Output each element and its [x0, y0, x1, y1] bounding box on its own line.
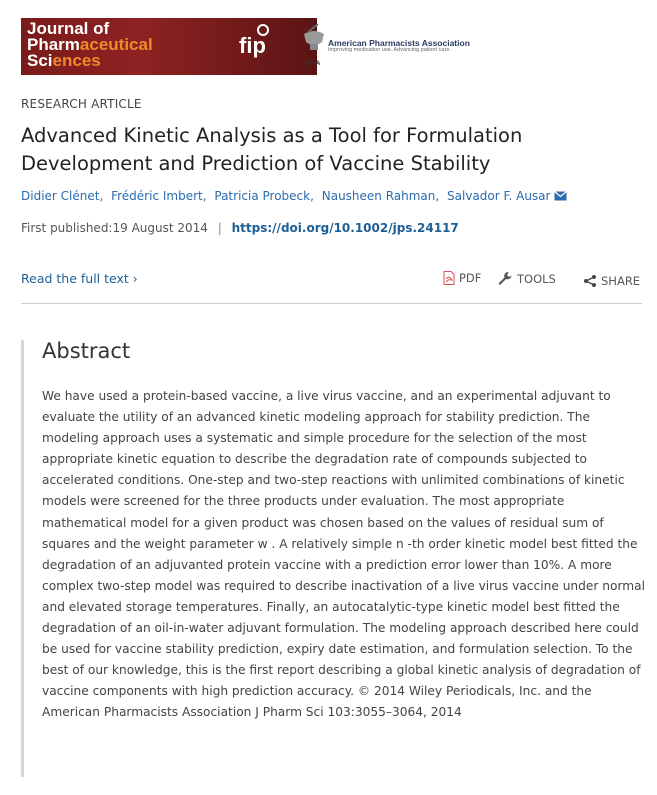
first-published-label: First published: — [21, 221, 113, 235]
author-link[interactable]: Patricia Probeck, — [214, 189, 314, 203]
divider — [21, 303, 642, 304]
author-link[interactable]: Didier Clénet, — [21, 189, 104, 203]
author-link[interactable]: Nausheen Rahman, — [321, 189, 440, 203]
first-published-date: 19 August 2014 — [112, 221, 208, 235]
author-link[interactable]: Frédéric Imbert, — [111, 189, 207, 203]
author-link[interactable]: Salvador F. Ausar — [447, 189, 551, 203]
share-icon — [583, 274, 597, 288]
abstract-heading: Abstract — [42, 339, 131, 363]
publication-info — [21, 221, 459, 235]
read-full-text-link[interactable] — [21, 271, 138, 286]
read-full-text-label: Read the full text — [21, 271, 129, 286]
author-list — [21, 189, 567, 203]
doi-link[interactable]: https://doi.org/10.1002/jps.24117 — [231, 221, 459, 235]
mortar-pestle-icon — [300, 24, 328, 60]
journal-logo-text: Journal of Pharmaceutical Sciences — [27, 19, 153, 70]
pdf-label: PDF — [459, 271, 482, 285]
mail-icon[interactable] — [554, 191, 567, 201]
article-type: RESEARCH ARTICLE — [21, 97, 142, 111]
separator: | — [217, 221, 222, 235]
apha-logo — [300, 24, 470, 70]
journal-banner[interactable] — [21, 18, 317, 75]
fip-logo: fip — [239, 33, 266, 58]
apha-name: American Pharmacists Association — [328, 38, 470, 48]
apha-tagline: Improving medication use. Advancing patient care. — [328, 47, 451, 53]
share-button[interactable] — [583, 274, 640, 288]
tools-button[interactable] — [497, 271, 556, 286]
tools-label: TOOLS — [517, 272, 556, 286]
share-label: SHARE — [601, 274, 641, 288]
pdf-icon — [443, 271, 455, 285]
apha-abbr: APhA — [304, 61, 321, 67]
abstract-text: We have used a protein-based vaccine, a live virus vaccine, and an experimental adjuvant to evaluate the utility of an advanced kinetic modeling approach for stability prediction. The modeling approach uses a systematic and simple procedure for the selection of the most appropriate kinetic equation to describe the degradation rate of compounds subjected to accelerated conditions. One-step and two-step reactions with unlimited combinations of kinetic models were screened for the three products under evaluation. The most appropriate mathematical model for a given product was chosen based on the values of residual sum of squares and the weight parameter w . A relatively simple n -th order kinetic model best fitted the degradation of an adjuvanted protein vaccine with a prediction error lower than 10%. A more complex two-step model was required to describe inactivation of a live virus vaccine under normal and elevated storage temperatures. Finally, an autocatalytic-type kinetic model best fitted the degradation of an oil-in-water adjuvant formulation. The modeling approach described here could be used for vaccine stability prediction, expiry date estimation, and formulation selection. To the best of our knowledge, this is the first report describing a global kinetic analysis of degradation of vaccine components with high prediction accuracy. © 2014 Wiley Periodicals, Inc. and the American Pharmacists Association J Pharm Sci 103:3055–3064, 2014 — [42, 389, 645, 720]
pdf-button[interactable] — [443, 271, 481, 285]
article-title: Advanced Kinetic Analysis as a Tool for Formulation Development and Prediction of Vaccine Stability — [21, 124, 523, 175]
chevron-right-icon: › — [132, 272, 138, 286]
wrench-icon — [497, 271, 513, 286]
